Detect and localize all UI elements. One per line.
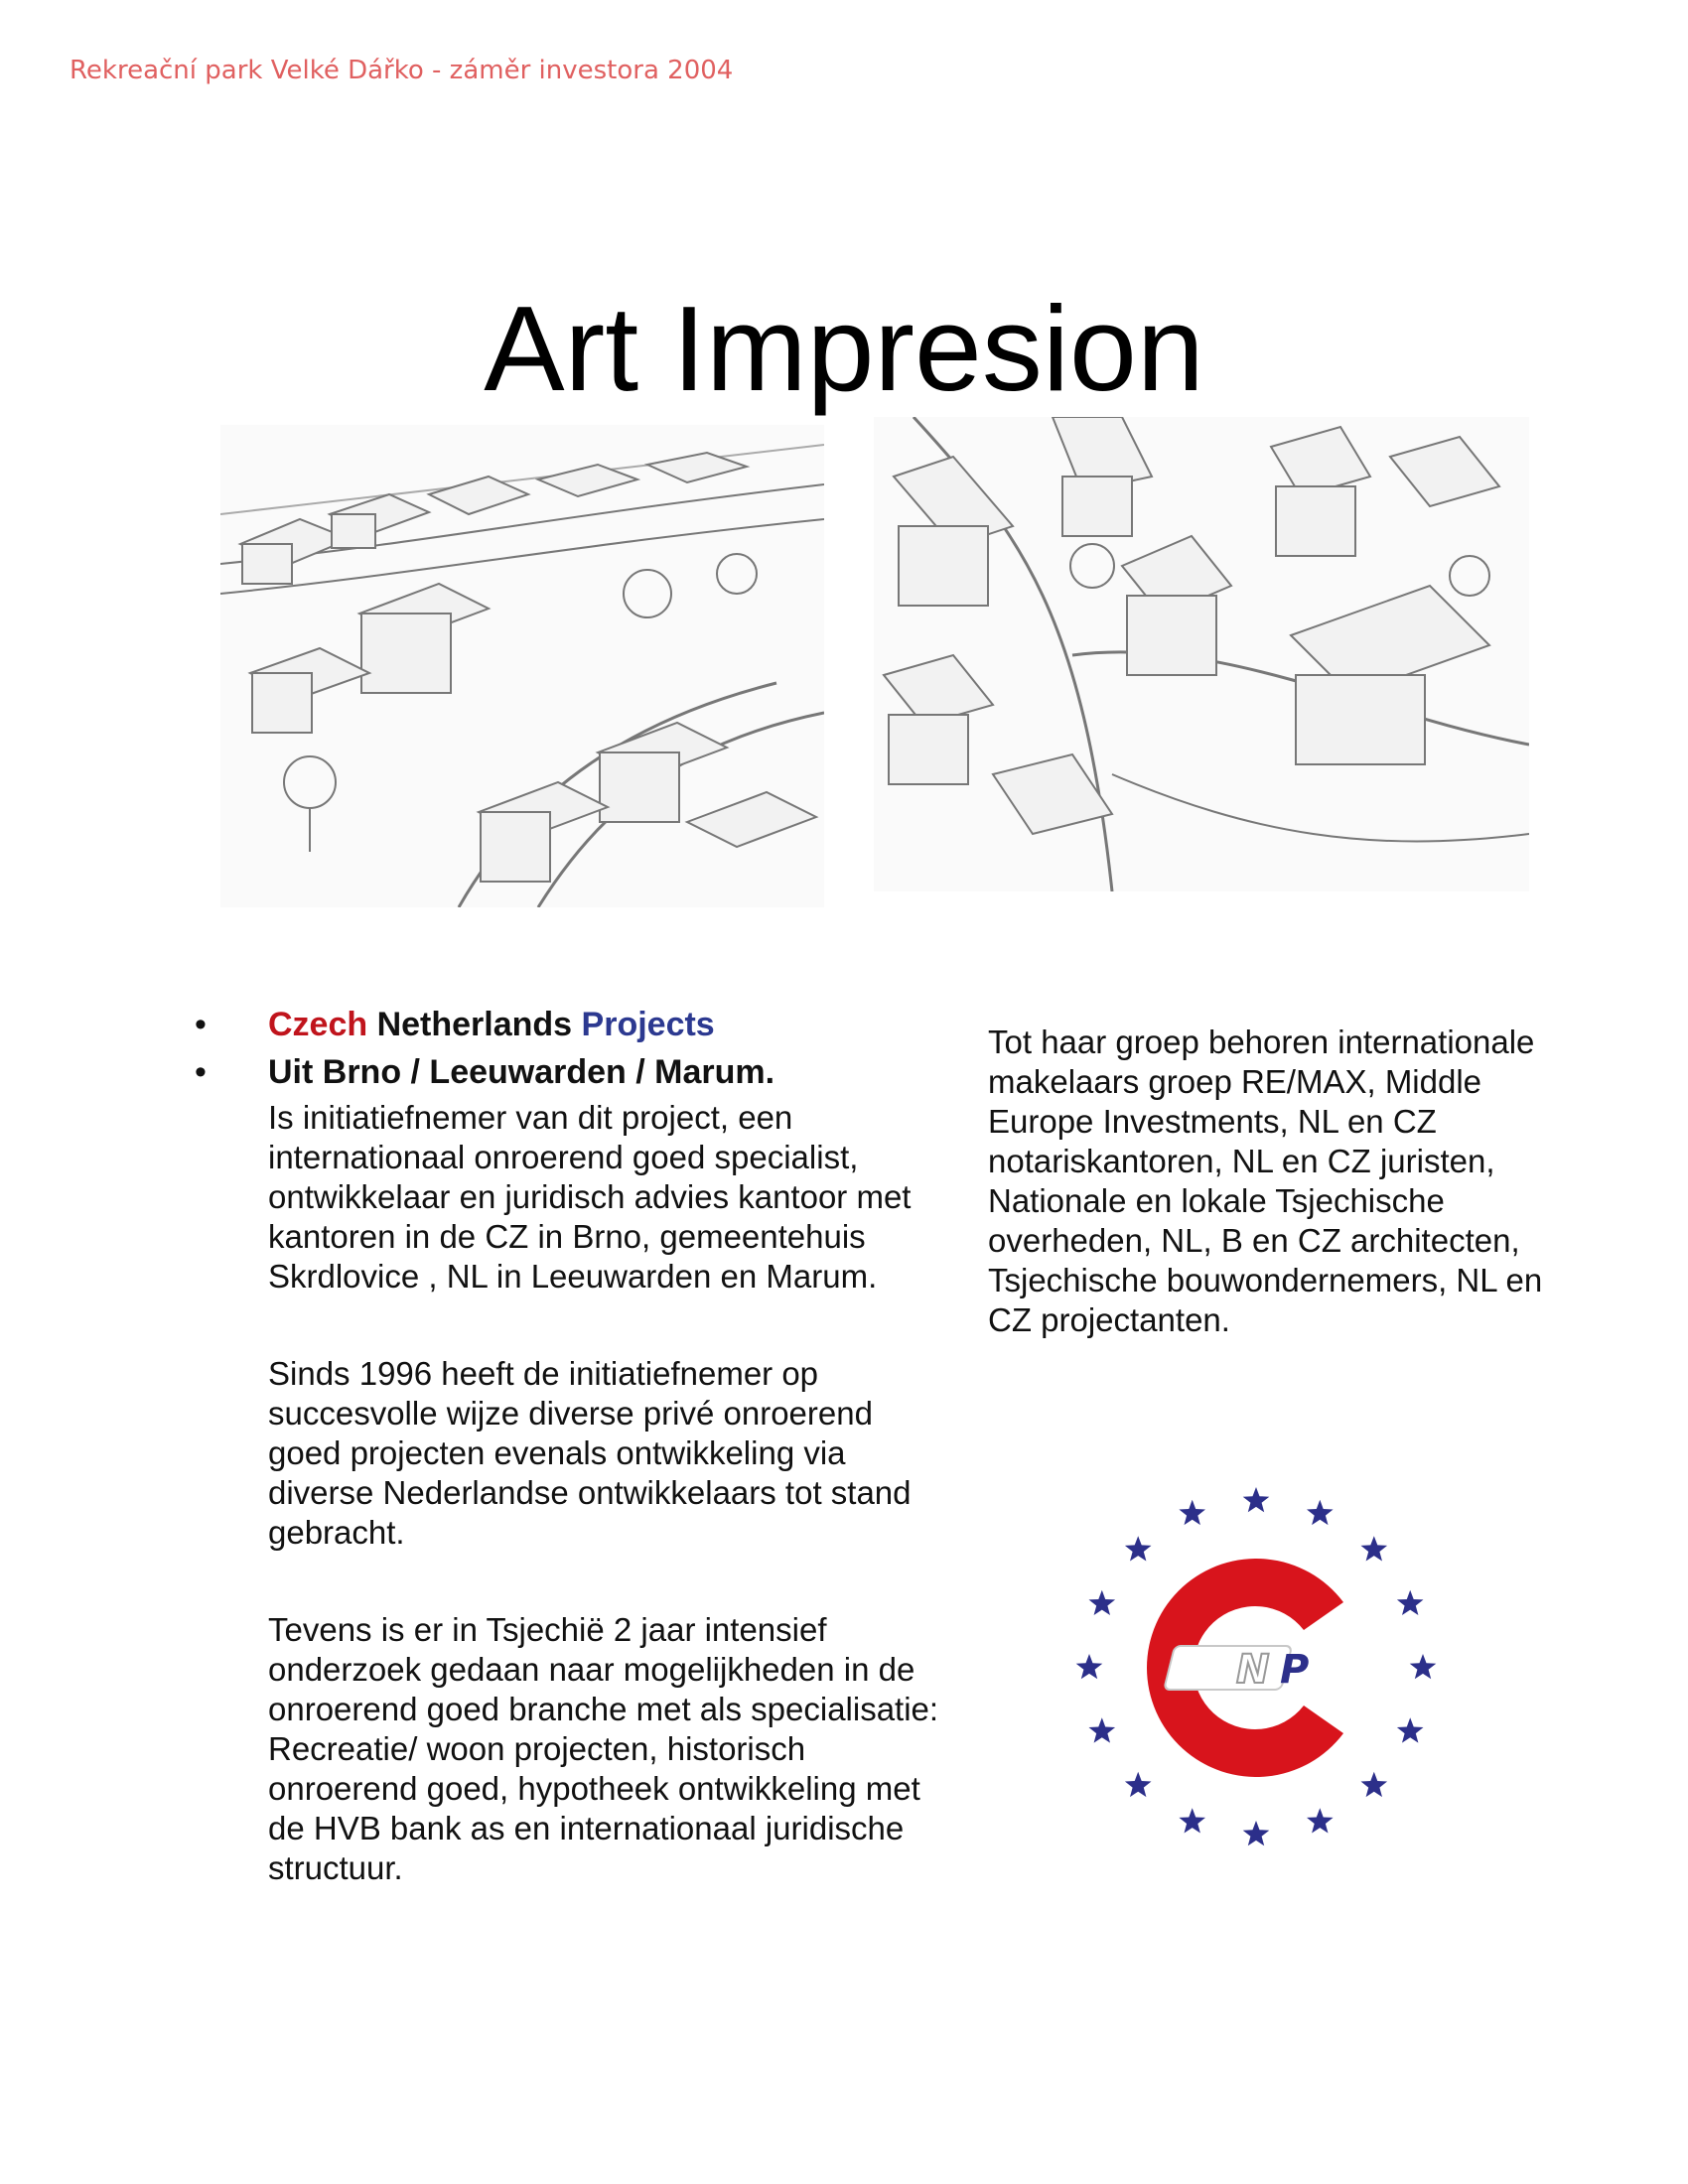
village-crossroad-sketch-drawing (874, 417, 1529, 891)
logo-letter-n: N (1236, 1647, 1270, 1693)
bullet-dot: • (195, 1053, 207, 1091)
star-icon (1243, 1821, 1270, 1845)
company-name-netherlands: Netherlands (367, 1006, 582, 1043)
document-header-note: Rekreační park Velké Dářko - záměr investora 2004 (70, 56, 734, 85)
bullet-locations (189, 1048, 943, 1096)
locations-text: Uit Brno / Leeuwarden / Marum. (268, 1053, 775, 1091)
page-title: Art Impresion (484, 281, 1204, 416)
bullet-company-name (189, 1001, 943, 1048)
star-icon (1089, 1590, 1116, 1615)
cnp-logo-graphic (1067, 1479, 1445, 1856)
star-icon (1076, 1654, 1103, 1679)
village-street-sketch (220, 425, 824, 907)
right-text-column (988, 1023, 1544, 1340)
cnp-logo (1067, 1479, 1445, 1856)
initiator-paragraph: Is initiatiefnemer van dit project, een internationaal onroerend goed specialist, ontwikkelaar en juridisch advies kantoor met kantoren in de CZ in Brno, gemeentehuis Skrdlovice , NL in Leeuwarden en Marum. (268, 1099, 912, 1295)
star-icon (1243, 1487, 1270, 1512)
village-street-sketch-drawing (220, 425, 824, 907)
star-icon (1361, 1536, 1388, 1561)
company-name-projects: Projects (581, 1006, 715, 1043)
star-icon (1397, 1717, 1424, 1742)
company-name-czech: Czech (268, 1006, 368, 1043)
bullet-dot: • (195, 1006, 207, 1043)
star-icon (1179, 1500, 1205, 1525)
star-icon (1397, 1590, 1424, 1615)
village-crossroad-sketch (874, 417, 1529, 891)
star-icon (1125, 1536, 1152, 1561)
logo-letter-plate (1164, 1646, 1292, 1690)
group-members-paragraph: Tot haar groep behoren internationale makelaars groep RE/MAX, Middle Europe Investments, NL en CZ notariskantoren, NL en CZ juristen, Nationale en lokale Tsjechische overheden, NL, B en CZ architecten, Tsjechische bouwondernemers, NL en CZ projectanten. (988, 1024, 1543, 1338)
logo-letter-p: P (1280, 1647, 1310, 1693)
star-icon (1125, 1772, 1152, 1797)
left-text-column (189, 1001, 943, 1888)
star-icon (1179, 1808, 1205, 1833)
star-icon (1361, 1772, 1388, 1797)
research-paragraph: Tevens is er in Tsjechië 2 jaar intensief onderzoek gedaan naar mogelijkheden in de onroerend goed branche met als specialisatie: Recreatie/ woon projecten, historisch onroerend goed, hypotheek ontwikkeling met de HVB bank as en internationaal juridische structuur. (268, 1611, 939, 1886)
star-icon (1089, 1717, 1116, 1742)
history-paragraph: Sinds 1996 heeft de initiatiefnemer op succesvolle wijze diverse privé onroerend goed projecten evenals ontwikkeling via diverse Nederlandse ontwikkelaars tot stand gebracht. (268, 1355, 912, 1551)
star-icon (1307, 1808, 1334, 1833)
star-icon (1410, 1654, 1437, 1679)
star-icon (1307, 1500, 1334, 1525)
